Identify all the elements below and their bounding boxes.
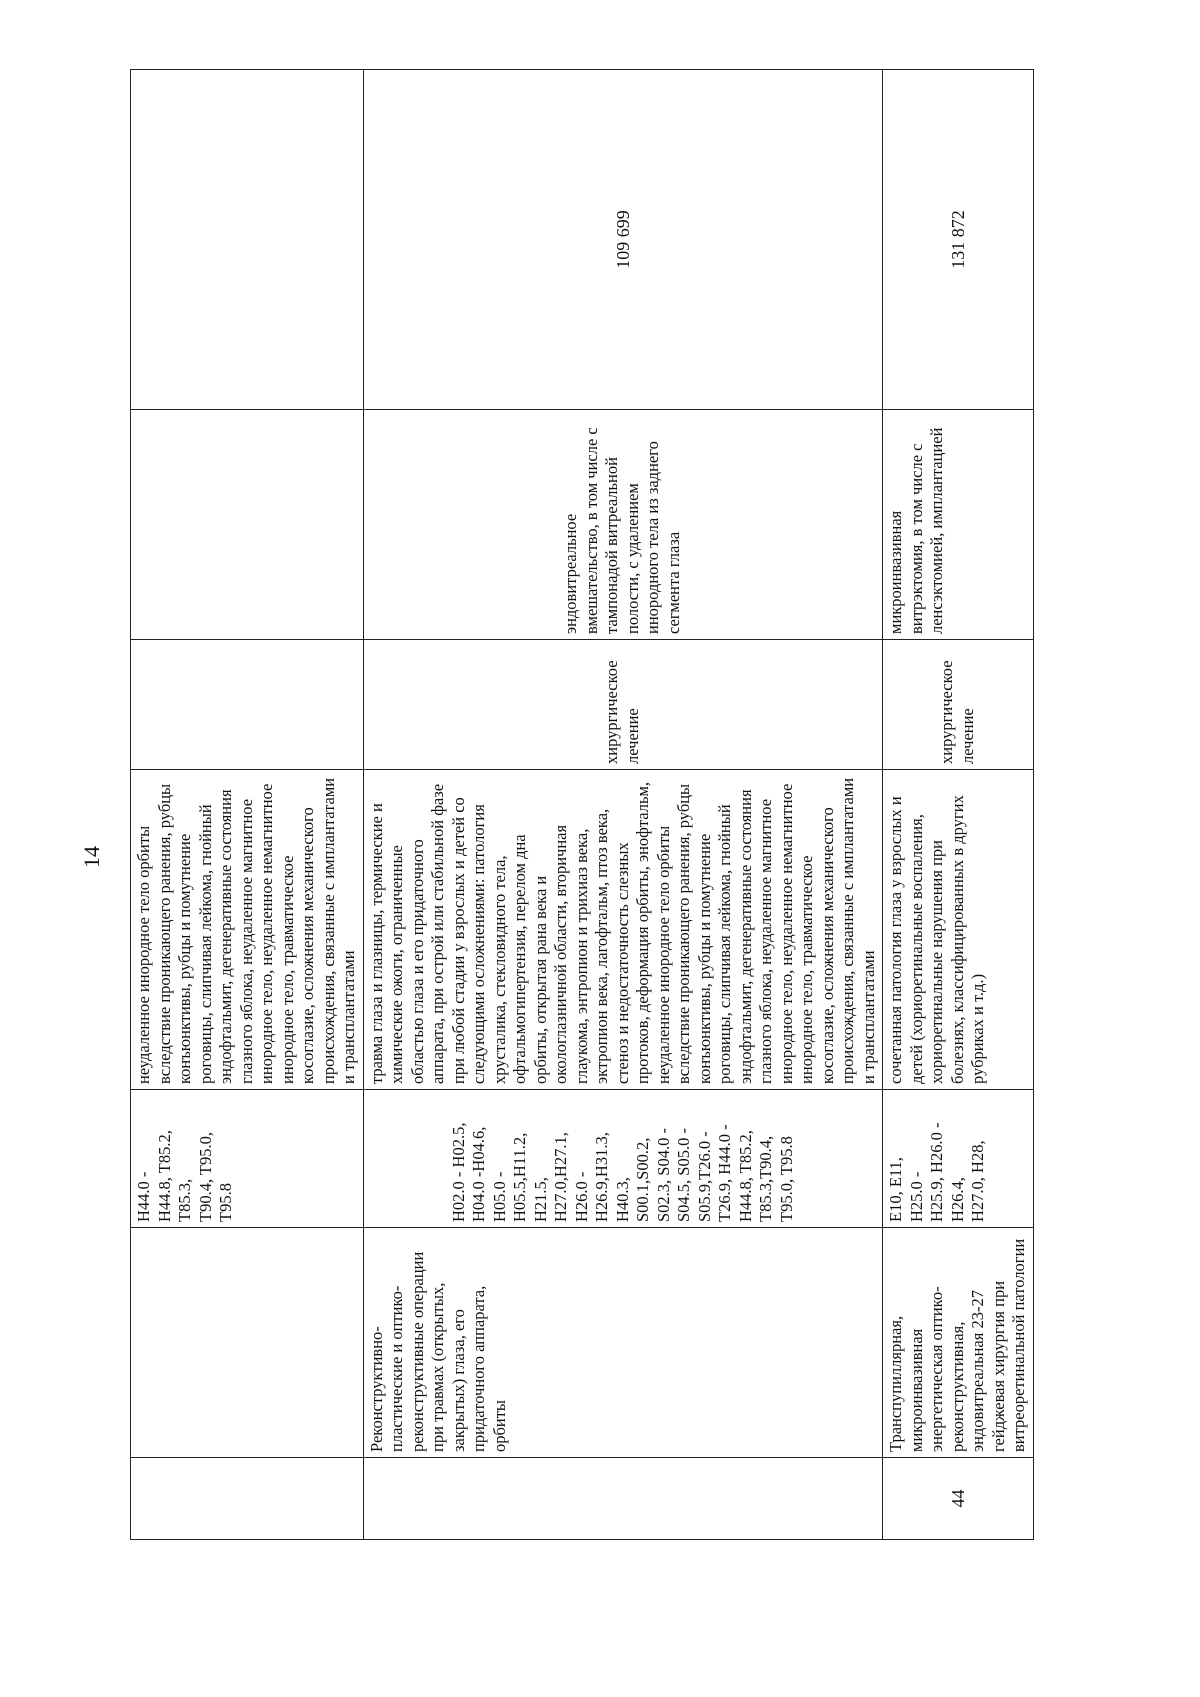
- rotated-table-sheet: [130, 70, 1028, 1540]
- treatment-method: [131, 410, 364, 640]
- patient-model: сочетанная патология глаза у взрослых и детей (хориоретинальные воспаления, хориоретинальные нарушения при болезнях, классифицированных в других рубриках и т.д.): [883, 770, 1034, 1090]
- treatment-type: [131, 640, 364, 770]
- standard-price: 109 699: [363, 70, 883, 410]
- standard-price: [131, 70, 364, 410]
- table-row: [883, 70, 1034, 1540]
- page-number: 14: [79, 846, 104, 868]
- medical-care-table: [130, 69, 1034, 1540]
- treatment-method: микроинвазивная витрэктомия, в том числе с ленсэктомией, имплантацией: [883, 410, 1034, 640]
- method-group-name: Транспупиллярная, микроинвазивная энергетическая оптико-реконструктивная, эндовитреальная 23-27 гейджевая хирургия при витреоретинальной патологии: [883, 1228, 1034, 1458]
- row-number: [131, 1458, 364, 1540]
- method-group-name: [131, 1228, 364, 1458]
- standard-price: 131 872: [883, 70, 1034, 410]
- treatment-type: хирургическое лечение: [363, 640, 883, 770]
- patient-model: травма глаза и глазницы, термические и химические ожоги, ограниченные областью глаза и его придаточного аппарата, при острой или стабильной фазе при любой стадии у взрослых и детей со следующими осложнениями: патология хрусталика, стекловидного тела, офтальмогипертензия, перелом дна орбиты, открытая рана века и окологлазничной области, вторичная глаукома, энтропион и трихиаз века, эктропион века, лагофтальм, птоз века, стеноз и недостаточность слезных протоков, деформация орбиты, энофтальм, неудаленное инородное тело орбиты вследствие проникающего ранения, рубцы конъюнктивы, рубцы и помутнение роговицы, слипчивая лейкома, гнойный эндофтальмит, дегенеративные состояния глазного яблока, неудаленное магнитное инородное тело, неудаленное немагнитное инородное тело, травматическое косоглазие, осложнения механического происхождения, связанные с имплантатами и трансплантатами: [363, 770, 883, 1090]
- table-row: [363, 70, 883, 1540]
- icd-codes: H44.0 - H44.8, T85.2, T85.3, T90.4, T95.0, T95.8: [131, 1090, 364, 1228]
- patient-model: неудаленное инородное тело орбиты вследствие проникающего ранения, рубцы конъюнктивы, рубцы и помутнение роговицы, слипчивая лейкома, гнойный эндофтальмит, дегенеративные состояния глазного яблока, неудаленное магнитное инородное тело, неудаленное немагнитное инородное тело, травматическое косоглазие, осложнения механического происхождения, связанные с имплантатами и трансплантатами: [131, 770, 364, 1090]
- icd-codes: H02.0 - H02.5, H04.0 -H04.6, H05.0 - H05.5,H11.2, H21.5, H27.0,H27.1, H26.0 - H26.9,H31.3, H40.3, S00.1,S00.2, S02.3, S04.0 - S04.5, S05.0 - S05.9,T26.0 - T26.9, H44.0 - H44.8, T85.2, T85.3,T90.4, T95.0, T95.8: [363, 1090, 883, 1228]
- table-row: [131, 70, 364, 1540]
- icd-codes: E10, E11, H25.0 - H25.9, H26.0 - H26.4, H27.0, H28,: [883, 1090, 1034, 1228]
- row-number: 44: [883, 1458, 1034, 1540]
- treatment-method: эндовитреальное вмешательство, в том числе с тампонадой витреальной полости, с удалением инородного тела из заднего сегмента глаза: [363, 410, 883, 640]
- treatment-type: хирургическое лечение: [883, 640, 1034, 770]
- row-number: [363, 1458, 883, 1540]
- method-group-name: Реконструктивно-пластические и оптико-реконструктивные операции при травмах (открытых, закрытых) глаза, его придаточного аппарата, орбиты: [363, 1228, 883, 1458]
